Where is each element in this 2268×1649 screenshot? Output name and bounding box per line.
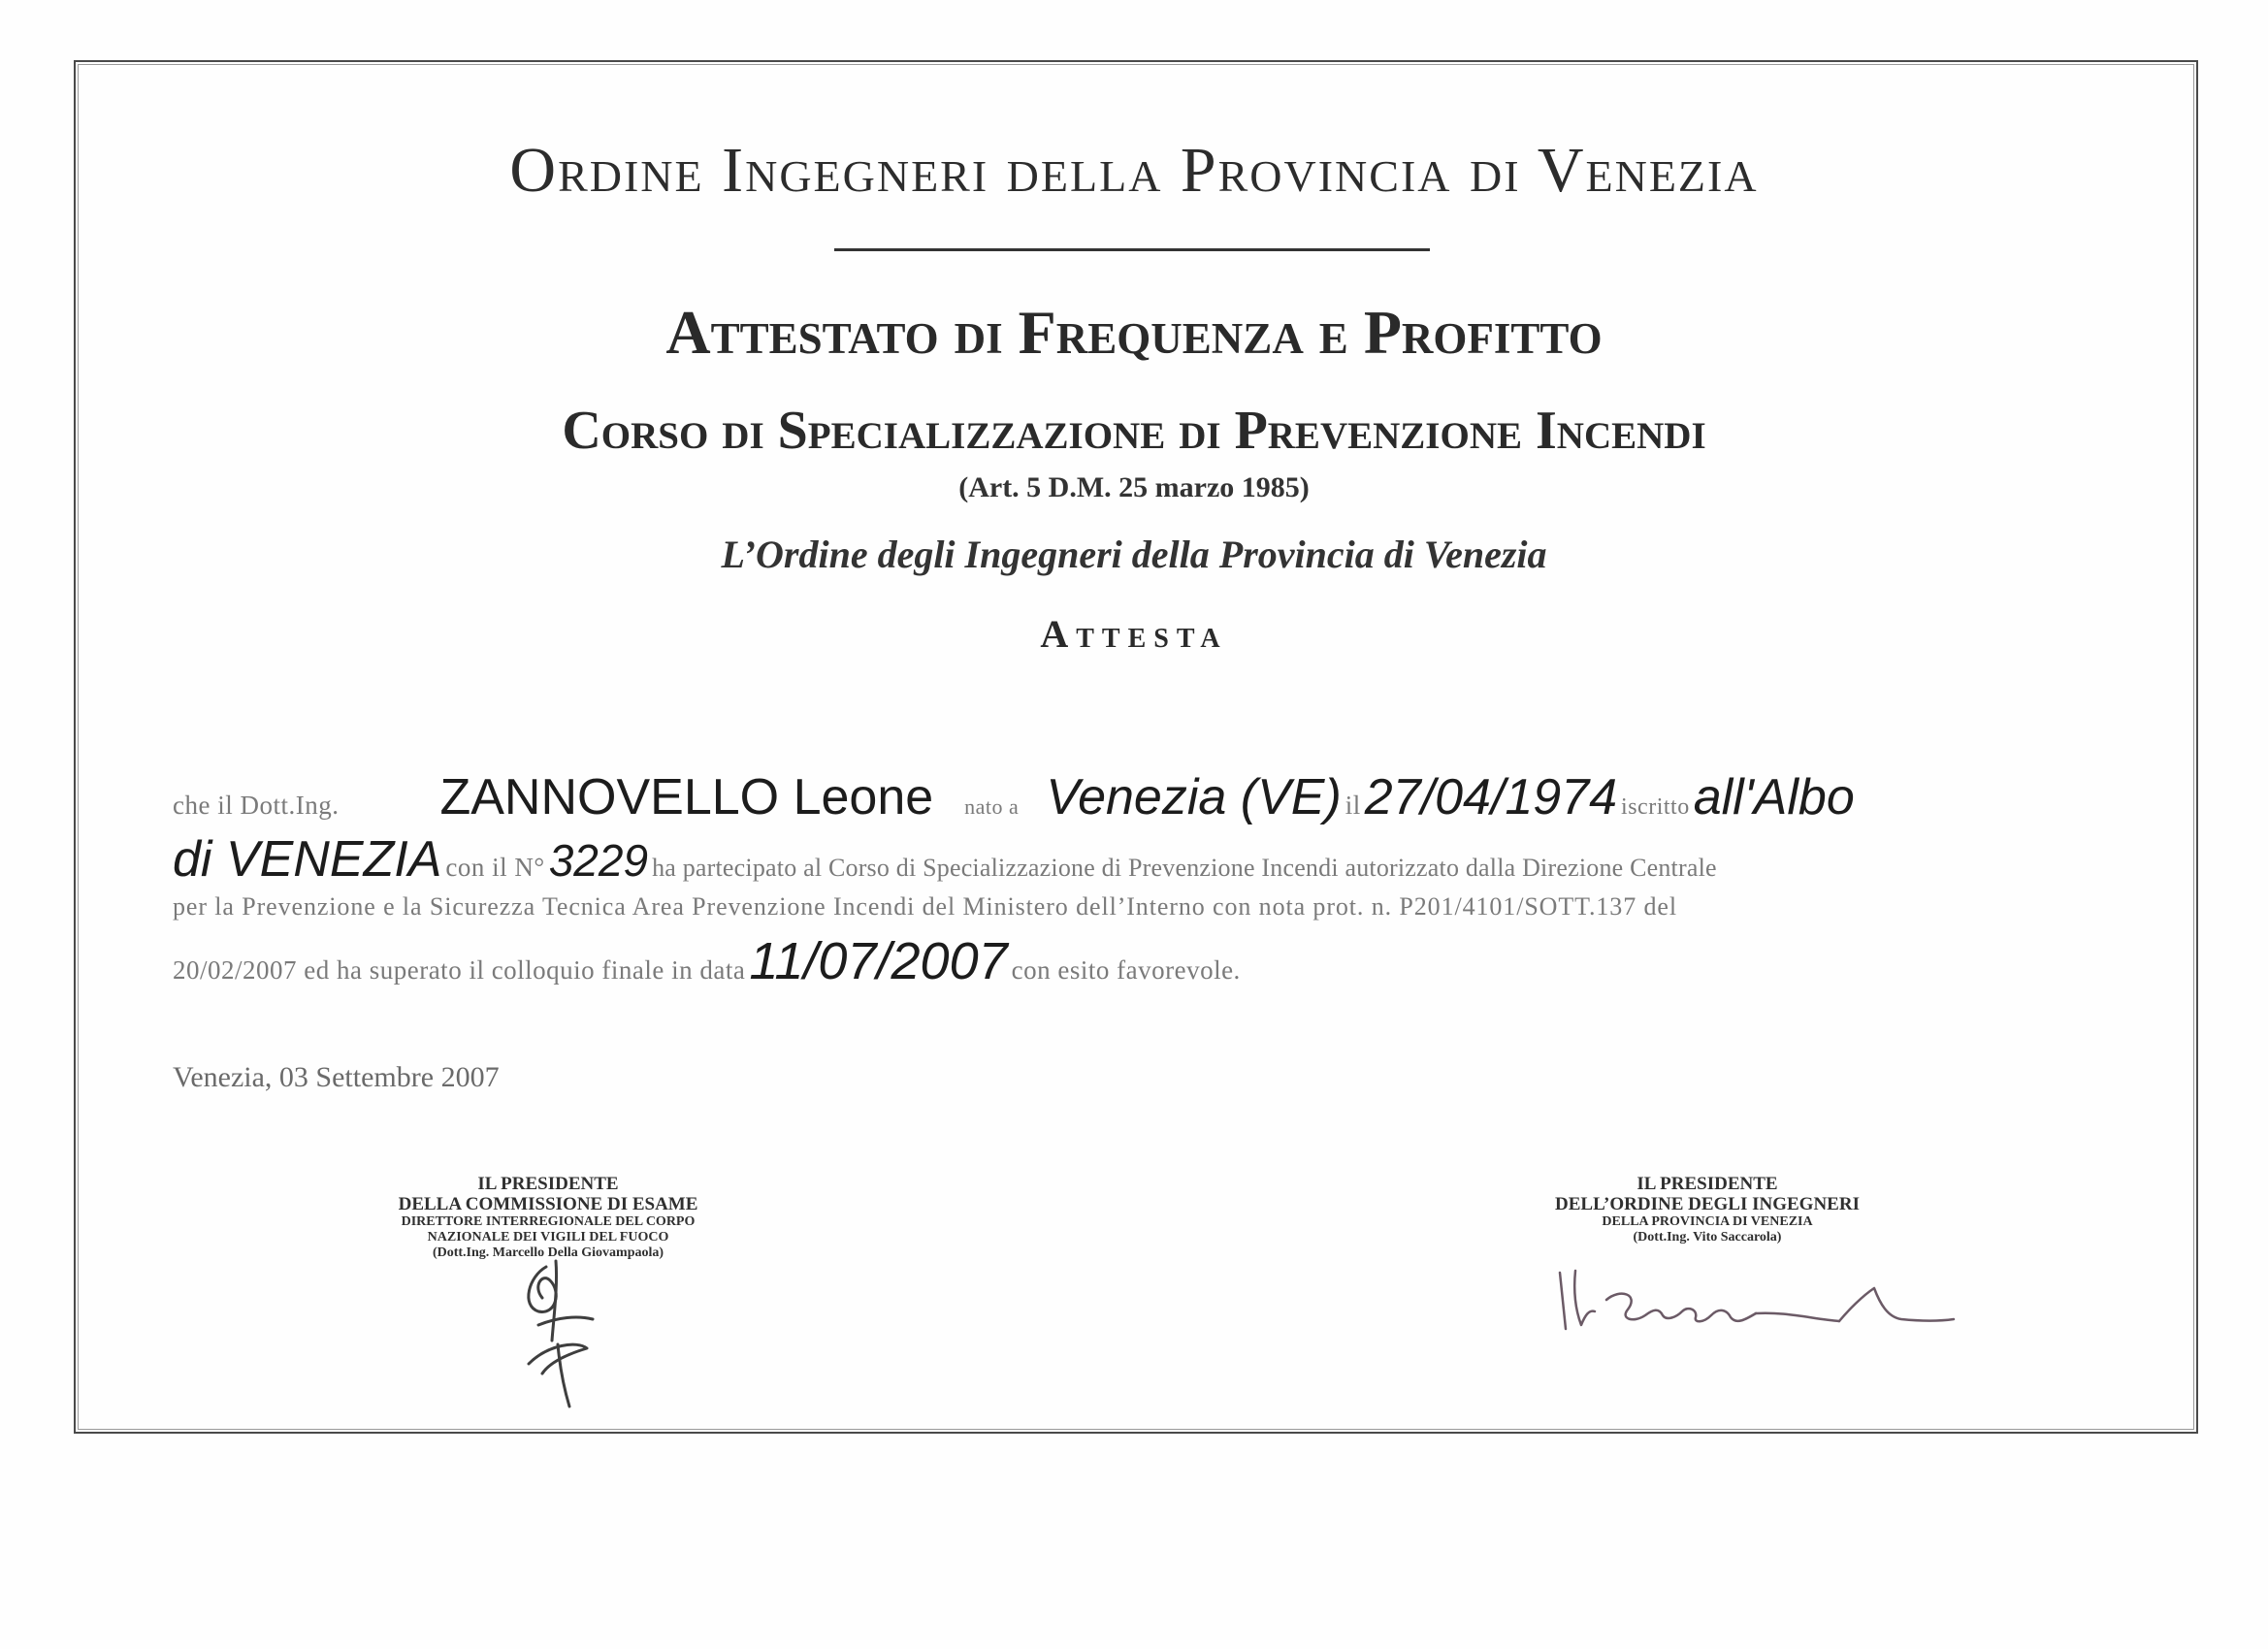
sig-right-role-detail: DELLA PROVINCIA DI VENEZIA xyxy=(1602,1214,1813,1229)
issuer-line: L’Ordine degli Ingegneri della Provincia di Venezia xyxy=(721,533,1547,576)
text-che: che il Dott.Ing. xyxy=(173,791,340,820)
body-line-1 xyxy=(173,768,1855,826)
body-line-3: per la Prevenzione e la Sicurezza Tecnica Area Prevenzione Incendi del Ministero dell’Interno con nota prot. n. P201/4101/SOTT.137 del xyxy=(173,892,1677,921)
text-il: il xyxy=(1345,791,1361,820)
text-nato: nato a xyxy=(964,794,1020,819)
holder-name: ZANNOVELLO Leone xyxy=(439,769,934,825)
body-line-4 xyxy=(173,931,1241,991)
birthdate: 27/04/1974 xyxy=(1364,769,1618,825)
sig-right-name: (Dott.Ing. Vito Saccarola) xyxy=(1633,1230,1782,1245)
attesta-heading: Attesta xyxy=(1040,612,1228,656)
registration-number: 3229 xyxy=(548,835,649,886)
sig-left-role-detail: DIRETTORE INTERREGIONALE DEL CORPO xyxy=(401,1214,696,1229)
sig-left-name: (Dott.Ing. Marcello Della Giovampaola) xyxy=(432,1245,664,1260)
sig-left-title: IL PRESIDENTE xyxy=(477,1174,619,1194)
text-con: con il N° xyxy=(445,853,545,882)
signature-block-right xyxy=(1494,1174,1921,1245)
birthplace: Venezia (VE) xyxy=(1046,769,1342,825)
albo-city: di VENEZIA xyxy=(173,831,442,888)
text-line4a: 20/02/2007 ed ha superato il colloquio finale in data xyxy=(173,955,746,985)
sig-right-role: DELL’ORDINE DEGLI INGEGNERI xyxy=(1555,1194,1860,1214)
signature-left xyxy=(500,1247,616,1412)
heading-divider xyxy=(834,248,1430,251)
text-participation: ha partecipato al Corso di Specializzazione di Prevenzione Incendi autorizzato dalla Direzione Centrale xyxy=(652,854,1717,882)
organization-heading: Ordine Ingegneri della Provincia di Venezia xyxy=(509,135,1759,206)
course-title: Corso di Specializzazione di Prevenzione Incendi xyxy=(562,401,1706,461)
sig-left-role: DELLA COMMISSIONE DI ESAME xyxy=(398,1194,698,1214)
sig-left-role-detail-2: NAZIONALE DEI VIGILI DEL FUOCO xyxy=(427,1230,669,1245)
text-iscritto: iscritto xyxy=(1621,794,1690,820)
albo-label: all'Albo xyxy=(1693,769,1855,825)
sig-right-title: IL PRESIDENTE xyxy=(1636,1174,1778,1194)
signature-right xyxy=(1552,1261,1960,1339)
exam-date: 11/07/2007 xyxy=(749,932,1008,990)
body-line-2 xyxy=(173,830,1717,889)
text-line4b: con esito favorevole. xyxy=(1011,955,1241,985)
legal-reference: (Art. 5 D.M. 25 marzo 1985) xyxy=(958,471,1310,503)
certificate-title: Attestato di Frequenza e Profitto xyxy=(665,298,1603,367)
place-date: Venezia, 03 Settembre 2007 xyxy=(173,1061,500,1093)
